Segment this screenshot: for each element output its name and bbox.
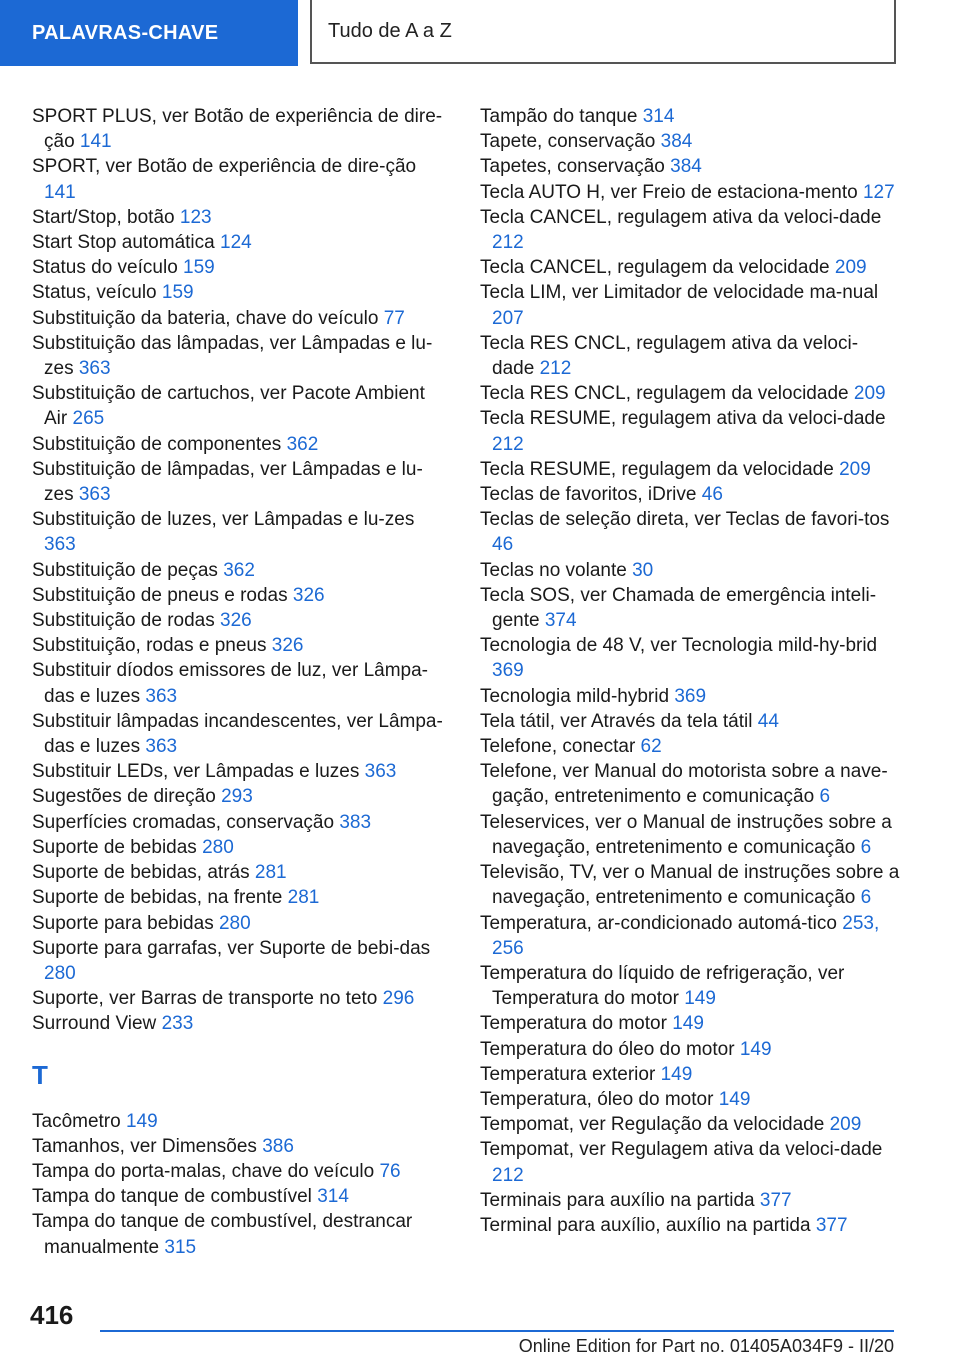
page-reference-link[interactable]: 281 [287,887,320,909]
index-entry-text: Substituição de componentes [32,433,282,455]
index-entry [480,1037,900,1062]
index-entry-text: Telefone, ver Manual do motorista sobre a nave-gação, entretenimento e comunicação [480,761,888,808]
index-entry [32,1109,447,1134]
page-reference-link[interactable]: 149 [739,1038,772,1060]
page-reference-link[interactable]: 149 [660,1063,693,1085]
index-entry [32,306,447,331]
page-reference-link[interactable]: 44 [757,710,779,732]
page-reference-link[interactable]: 207 [492,307,524,329]
index-entry-text: Tapete, conservação [480,131,656,153]
index-entry [32,936,447,986]
page-reference-link[interactable]: 123 [179,206,212,228]
page-reference-link[interactable]: 62 [640,736,662,758]
page-reference-link[interactable]: 363 [145,685,178,707]
index-entry [480,709,900,734]
page-reference-link[interactable]: 326 [220,610,252,632]
page-number: 416 [30,1300,74,1330]
page-reference-link[interactable]: 149 [684,988,716,1010]
page-reference-link[interactable]: 293 [221,786,253,808]
index-entry [32,432,447,457]
index-entry-text: Tecla RES CNCL, regulagem ativa da veloci-dade [480,332,859,380]
index-entry-text: Start/Stop, botão [32,206,175,228]
index-entry [32,507,447,557]
page-reference-link[interactable]: 6 [860,836,872,858]
index-entry [32,885,447,910]
index-column-right [480,104,900,1238]
index-entry-text: Tempomat, ver Regulagem ativa da veloci-dade [480,1139,883,1161]
page-reference-link[interactable]: 149 [672,1013,704,1035]
page-reference-link[interactable]: 149 [125,1110,158,1132]
index-entry-text: Substituição de luzes, ver Lâmpadas e lu-zes [32,509,415,531]
index-entry-text: Teclas de favoritos, iDrive [480,484,697,506]
page-reference-link[interactable]: 363 [78,484,111,506]
page-reference-link[interactable]: 363 [78,358,111,380]
index-entry [480,381,900,406]
page-reference-link[interactable]: 363 [44,534,76,556]
page-reference-link[interactable]: 374 [544,610,577,632]
index-entry [32,1209,447,1259]
index-entry [32,1134,447,1159]
index-entry [32,633,447,658]
index-entry [32,709,447,759]
index-entry [480,180,900,205]
index-entry [480,1213,900,1238]
index-entry [32,810,447,835]
page-reference-link[interactable]: 386 [262,1135,294,1157]
page-reference-link[interactable]: 127 [862,181,895,203]
index-entry [480,1011,900,1036]
page-reference-link[interactable]: 326 [271,635,304,657]
index-entry [32,280,447,305]
page-reference-link[interactable]: 124 [220,232,252,254]
index-entry [480,684,900,709]
index-entry-text: Temperatura do líquido de refrigeração, ver Temperatura do motor [480,962,845,1010]
page-reference-link[interactable]: 46 [701,484,723,506]
page-reference-link[interactable]: 209 [839,458,871,480]
index-entry [480,1062,900,1087]
index-entry [32,255,447,280]
index-entry-text: Tapetes, conservação [480,156,665,178]
page-reference-link[interactable]: 141 [44,181,76,203]
index-entry [480,810,900,860]
index-entry [480,129,900,154]
index-entry [32,1011,447,1036]
page-reference-link[interactable]: 233 [161,1013,194,1035]
index-entry-text: Substituição de pneus e rodas [32,584,288,606]
index-entry-text: Substituição de cartuchos, ver Pacote Ambient Air [32,383,425,430]
index-entry-text: Substituição da bateria, chave do veículo [32,307,379,329]
index-entry-text: Temperatura, ar-condicionado automá-tico [480,912,837,934]
index-entry-text: Substituição de lâmpadas, ver Lâmpadas e lu-zes [32,458,423,506]
index-entry-text: Suporte para garrafas, ver Suporte de bebi-das [32,937,431,959]
index-entry [480,457,900,482]
page-reference-link[interactable]: 212 [539,358,572,380]
index-entry-text: Temperatura do óleo do motor [480,1038,735,1060]
index-entry [32,558,447,583]
index-entry-text: Teclas no volante [480,559,627,581]
page-reference-link[interactable]: 209 [829,1114,862,1136]
page-header [0,0,960,66]
index-entry [32,911,447,936]
footer-edition-text: Online Edition for Part no. 01405A034F9 - II/20 [518,1336,894,1356]
index-entry-text: Tempomat, ver Regulação da velocidade [480,1114,825,1136]
page-reference-link[interactable]: 212 [492,232,524,254]
page-reference-link[interactable]: 159 [183,257,215,279]
index-entry [480,406,900,456]
index-entry-text: Tecla RESUME, regulagem ativa da veloci-dade [480,408,886,430]
index-entry [480,558,900,583]
index-entry-text: Suporte de bebidas, atrás [32,862,250,884]
index-entry-text: Status do veículo [32,257,178,279]
index-entry [32,104,447,154]
index-entry-text: Substituir díodos emissores de luz, ver Lâmpa-das e luzes [32,660,429,707]
index-entry-text: Substituição de rodas [32,610,215,632]
index-entry [480,205,900,255]
index-entry-text: SPORT PLUS, ver Botão de experiência de dire-ção [32,106,443,153]
index-entry-text: Tacômetro [32,1110,121,1132]
index-entry-text: SPORT, ver Botão de experiência de dire-ção [32,156,417,178]
index-entry [32,658,447,708]
tab-palavras-chave-label: PALAVRAS-CHAVE [32,21,219,44]
index-entry [32,835,447,860]
page-reference-link[interactable]: 369 [674,685,707,707]
index-entry [480,633,900,683]
index-entry-text: Suporte de bebidas [32,836,197,858]
index-entry [480,104,900,129]
index-entry [480,507,900,557]
index-entry-text: Tampa do tanque de combustível, destrancar manualmente [32,1211,413,1258]
footer-divider [100,1330,894,1332]
page-reference-link[interactable]: 159 [161,282,194,304]
page-reference-link[interactable]: 363 [364,761,397,783]
page-reference-link[interactable]: 280 [218,912,251,934]
page-reference-link[interactable]: 384 [660,131,693,153]
page-reference-link[interactable]: 326 [292,584,325,606]
page-reference-link[interactable]: 383 [339,811,372,833]
page-reference-link[interactable]: 362 [286,433,319,455]
index-entry [480,911,900,961]
page-reference-link[interactable]: 296 [382,988,415,1010]
index-column-left [32,104,447,1260]
index-entry-text: Substituição das lâmpadas, ver Lâmpadas e lu-zes [32,332,433,380]
index-entry [480,860,900,910]
index-entry [32,457,447,507]
index-entry-text: Tela tátil, ver Através da tela tátil [480,710,753,732]
index-entry-text: Suporte, ver Barras de transporte no teto [32,988,378,1010]
page-reference-link[interactable]: 212 [492,1164,524,1186]
page-reference-link[interactable]: 46 [492,534,514,556]
index-entry-text: Terminais para auxílio na partida [480,1189,755,1211]
index-entry [480,583,900,633]
index-entry [480,482,900,507]
page-reference-link[interactable]: 314 [317,1186,349,1208]
page-reference-link[interactable]: 6 [819,786,831,808]
index-entry [480,280,900,330]
index-entry [32,230,447,255]
page-reference-link[interactable]: 77 [383,307,405,329]
page-reference-link[interactable]: 369 [492,660,524,682]
page-reference-link[interactable]: 362 [223,559,255,581]
index-entry-text: Tecla RESUME, regulagem da velocidade [480,458,834,480]
page-reference-link[interactable]: 280 [44,962,76,984]
index-entry-text: Substituir lâmpadas incandescentes, ver Lâmpa-das e luzes [32,710,443,758]
page-reference-link[interactable]: 314 [642,106,675,127]
page-reference-link[interactable]: 209 [853,383,886,405]
index-entry [32,1159,447,1184]
index-entry [480,734,900,759]
index-entry [480,154,900,179]
index-entry [480,331,900,381]
index-entry-text: Tecla LIM, ver Limitador de velocidade ma-nual [480,282,879,304]
index-entry-text: Tecnologia mild-hybrid [480,685,670,707]
index-entry-text: Surround View [32,1013,157,1035]
index-entry-text: Substituição de peças [32,559,218,581]
page-reference-link[interactable]: 377 [759,1189,792,1211]
index-entry-text: Suporte para bebidas [32,912,214,934]
index-entry-text: Tampa do porta-malas, chave do veículo [32,1160,375,1182]
index-entry-text: Status, veículo [32,282,157,304]
index-entry [32,331,447,381]
index-entry [32,608,447,633]
page-reference-link[interactable]: 212 [492,433,524,455]
index-entry [32,205,447,230]
index-entry-text: Tecla SOS, ver Chamada de emergência inteli-gente [480,584,877,632]
index-entry [480,1112,900,1137]
index-letter-heading: T [32,1059,48,1090]
index-entry [32,154,447,204]
page-reference-link[interactable]: 377 [815,1214,848,1236]
index-entry-text: Substituição, rodas e pneus [32,635,267,657]
index-entry [32,986,447,1011]
index-entry-text: Temperatura, óleo do motor [480,1088,714,1110]
index-entry-text: Tampão do tanque [480,106,638,127]
index-entry [32,583,447,608]
index-entry-text: Superfícies cromadas, conservação [32,811,335,833]
index-entry-text: Terminal para auxílio, auxílio na partida [480,1214,811,1236]
tab-tudo-label: Tudo de A a Z [328,19,452,42]
page-reference-link[interactable]: 6 [860,887,872,909]
index-entry-text: Teclas de seleção direta, ver Teclas de favori-tos [480,509,890,531]
index-entry [480,759,900,809]
index-entry [32,381,447,431]
index-entry-text: Sugestões de direção [32,786,216,808]
page-reference-link[interactable]: 280 [202,836,234,858]
index-entry-text: Substituir LEDs, ver Lâmpadas e luzes [32,761,360,783]
page-reference-link[interactable]: 315 [164,1236,197,1258]
index-entry [32,784,447,809]
index-entry-text: Teleservices, ver o Manual de instruções sobre a navegação, entretenimento e comunicação [480,811,892,858]
page-reference-link[interactable]: 76 [379,1160,401,1182]
index-entry-text: Televisão, TV, ver o Manual de instruções sobre a navegação, entretenimento e comunicação [480,862,900,909]
tab-tudo-de-a-a-z[interactable] [310,0,896,64]
index-entry-text: Tecla AUTO H, ver Freio de estaciona-mento [480,181,858,203]
tab-palavras-chave[interactable] [0,0,298,66]
index-entry [480,1137,900,1187]
index-entry-text: Tamanhos, ver Dimensões [32,1135,257,1157]
index-entry-text: Tecla CANCEL, regulagem ativa da veloci-dade [480,206,882,228]
index-entry-text: Temperatura exterior [480,1063,656,1085]
page-reference-link[interactable]: 30 [632,559,654,581]
index-entry-text: Tecla RES CNCL, regulagem da velocidade [480,383,849,405]
index-entry-text: Suporte de bebidas, na frente [32,887,283,909]
index-entry [32,1184,447,1209]
index-entry [32,759,447,784]
page-reference-link[interactable]: 384 [670,156,702,178]
page-reference-link[interactable]: 141 [79,131,112,153]
index-entry-text: Telefone, conectar [480,736,636,758]
page-reference-link[interactable]: 363 [145,736,178,758]
index-entry [480,255,900,280]
page-reference-link[interactable]: 209 [834,257,867,279]
page-reference-link[interactable]: 265 [72,408,105,430]
index-entry [480,1188,900,1213]
index-entry-text: Tecla CANCEL, regulagem da velocidade [480,257,830,279]
index-entry [32,860,447,885]
index-entry-text: Start Stop automática [32,232,215,254]
index-entry-text: Temperatura do motor [480,1013,667,1035]
index-entry [480,1087,900,1112]
index-entry-text: Tecnologia de 48 V, ver Tecnologia mild-hy-brid [480,635,878,657]
page-reference-link[interactable]: 253, 256 [492,912,880,959]
page-reference-link[interactable]: 149 [718,1088,751,1110]
page-reference-link[interactable]: 281 [254,862,287,884]
index-entry [480,961,900,1011]
index-entry-text: Tampa do tanque de combustível [32,1186,312,1208]
